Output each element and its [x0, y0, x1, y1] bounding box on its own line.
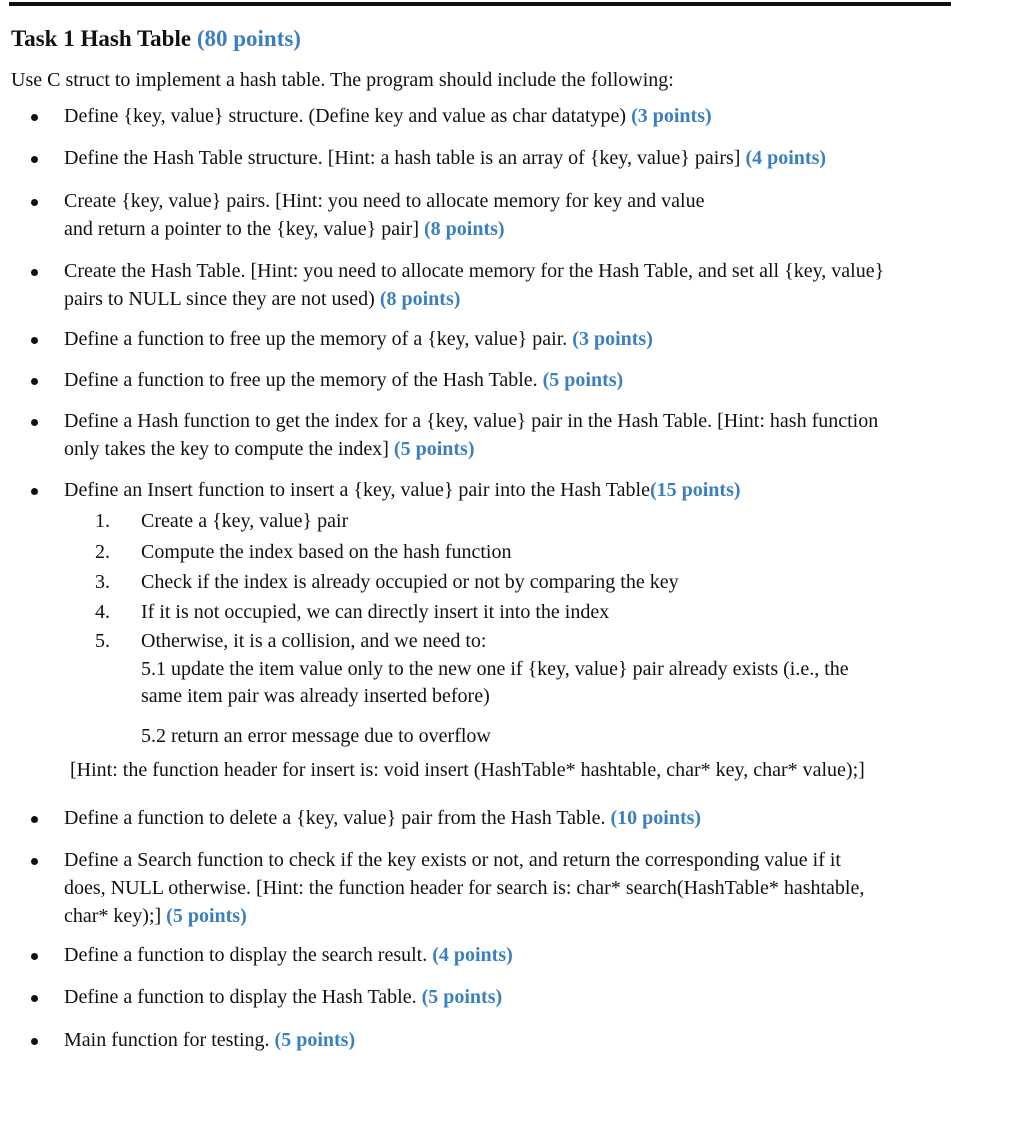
- item-text: Define a Search function to check if the key exists or not, and return the corresponding value if it: [64, 849, 841, 871]
- item-points: (5 points): [166, 905, 247, 927]
- bullet-icon: [31, 953, 38, 960]
- item-text: Main function for testing.: [64, 1029, 270, 1051]
- step-number: 5.: [95, 630, 110, 652]
- step-text: Create a {key, value} pair: [141, 510, 349, 532]
- bullet-icon: [31, 269, 38, 276]
- bullet-icon: [31, 378, 38, 385]
- item-text: and return a pointer to the {key, value} pair]: [64, 218, 419, 240]
- item-text: pairs to NULL since they are not used): [64, 288, 375, 310]
- bullet-icon: [31, 419, 38, 426]
- collision-sub-5-1-cont: same item pair was already inserted before): [141, 685, 490, 707]
- item-text: Define a function to display the search result.: [64, 944, 428, 966]
- item-text: Create {key, value} pairs. [Hint: you need to allocate memory for key and value: [64, 190, 705, 212]
- top-rule: [9, 2, 951, 6]
- item-points: (5 points): [274, 1029, 356, 1051]
- bullet-icon: [31, 156, 38, 163]
- item-text: Define {key, value} structure. (Define key and value as char datatype): [64, 105, 627, 127]
- step-text: If it is not occupied, we can directly insert it into the index: [141, 601, 610, 623]
- item-text: Define a function to free up the memory of the Hash Table.: [64, 369, 538, 391]
- item-points: (5 points): [542, 369, 624, 391]
- page-title: [11, 24, 301, 54]
- step-text: Check if the index is already occupied or not by comparing the key: [141, 571, 679, 593]
- item-text: Create the Hash Table. [Hint: you need to allocate memory for the Hash Table, and set all {key, value}: [64, 260, 885, 282]
- item-text: Define a Hash function to get the index for a {key, value} pair in the Hash Table. [Hint: hash function: [64, 410, 879, 432]
- item-points: (3 points): [572, 328, 653, 350]
- item-points: (10 points): [610, 807, 702, 829]
- step-number: 2.: [95, 541, 110, 563]
- step-number: 3.: [95, 571, 110, 593]
- title-points: (80 points): [196, 26, 301, 51]
- item-points: (5 points): [421, 986, 503, 1008]
- bullet-icon: [31, 858, 38, 865]
- item-text: char* key);]: [64, 905, 162, 927]
- item-text: Define a function to free up the memory of a {key, value} pair.: [64, 328, 568, 350]
- item-text: Define an Insert function to insert a {key, value} pair into the Hash Table: [64, 479, 650, 501]
- step-number: 4.: [95, 601, 110, 623]
- item-points: (8 points): [424, 218, 505, 240]
- step-text: Otherwise, it is a collision, and we need to:: [141, 630, 487, 652]
- item-points: (3 points): [631, 105, 712, 127]
- insert-hint: [Hint: the function header for insert is: void insert (HashTable* hashtable, char* key, char* value);]: [70, 759, 865, 781]
- bullet-icon: [31, 995, 38, 1002]
- item-text: only takes the key to compute the index]: [64, 438, 389, 460]
- item-points: (15 points): [649, 479, 741, 501]
- bullet-icon: [31, 337, 38, 344]
- collision-sub-5-2: 5.2 return an error message due to overflow: [141, 725, 491, 747]
- item-points: (8 points): [379, 288, 461, 310]
- bullet-icon: [31, 816, 38, 823]
- title-text: Task 1 Hash Table: [11, 26, 192, 51]
- item-points: (4 points): [745, 147, 827, 169]
- bullet-icon: [31, 199, 38, 206]
- bullet-icon: [31, 488, 38, 495]
- bullet-icon: [31, 114, 38, 121]
- item-points: (4 points): [432, 944, 513, 966]
- bullet-icon: [31, 1038, 38, 1045]
- item-text: Define a function to display the Hash Table.: [64, 986, 417, 1008]
- item-text: Define a function to delete a {key, value} pair from the Hash Table.: [64, 807, 606, 829]
- intro-text: Use C struct to implement a hash table. The program should include the following:: [11, 69, 674, 91]
- item-text: does, NULL otherwise. [Hint: the function header for search is: char* search(HashTable* hashtable,: [64, 877, 865, 899]
- step-number: 1.: [95, 510, 110, 532]
- item-text: Define the Hash Table structure. [Hint: a hash table is an array of {key, value} pairs]: [64, 147, 741, 169]
- collision-sub-5-1: 5.1 update the item value only to the new one if {key, value} pair already exists (i.e., the: [141, 658, 849, 680]
- step-text: Compute the index based on the hash function: [141, 541, 512, 563]
- item-points: (5 points): [393, 438, 475, 460]
